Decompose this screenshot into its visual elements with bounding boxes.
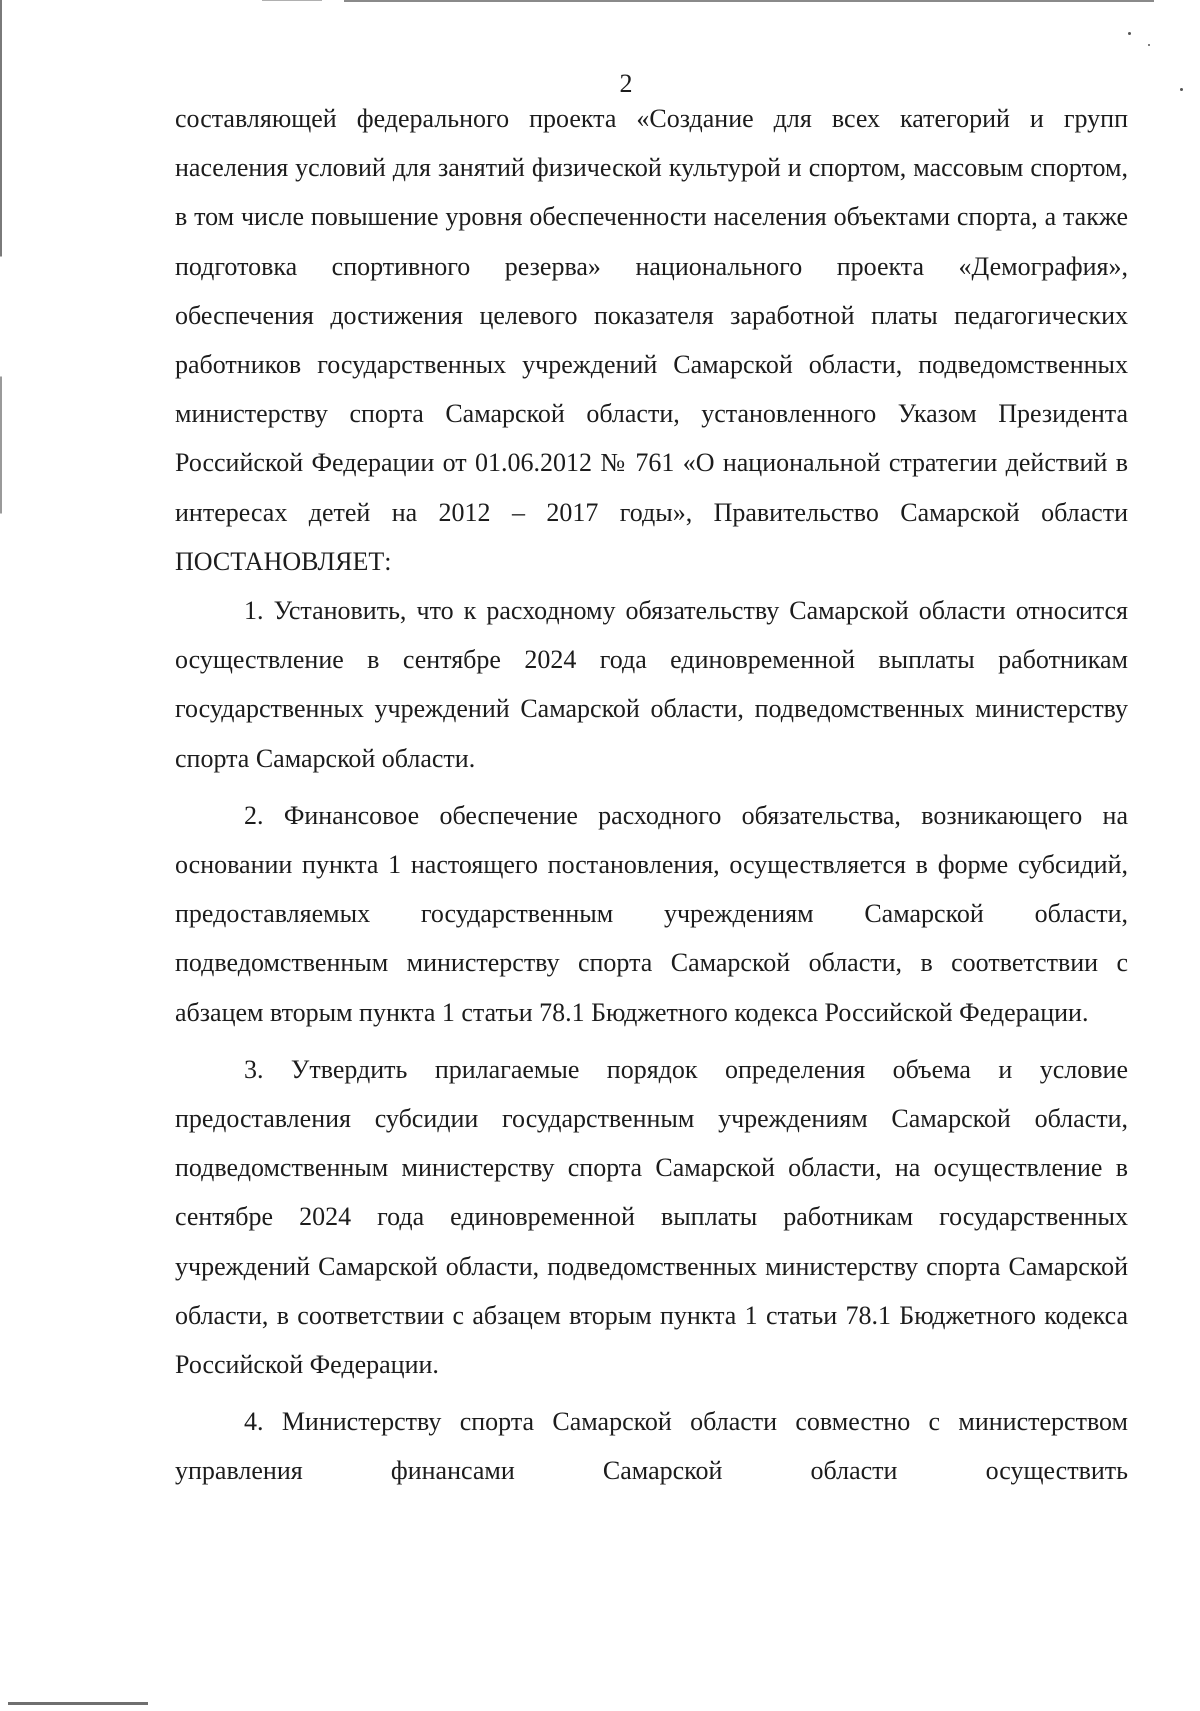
preamble-paragraph: составляющей федерального проекта «Создание для всех категорий и групп населения условий для занятий физической культурой и спортом, массовым спортом, в том числе повышение уровня обеспеченности населения объектами спорта, а также подготовка спортивного резерва» национального проекта «Демография», обеспечения достижения целевого показателя заработной платы педагогических работников государственных учреждений Самарской области, подведомственных министерству спорта Самарской области, установленного Указом Президента Российской Федерации от 01.06.2012 № 761 «О национальной стратегии действий в интересах детей на 2012 – 2017 годы», Правительство Самарской области ПОСТАНОВЛЯЕТ: <box>175 104 1128 576</box>
scan-artifact-bottom-line <box>8 1702 148 1705</box>
scan-speck <box>1128 32 1131 35</box>
scan-artifact-top-dash <box>262 0 322 1</box>
clause-3-paragraph: 3. Утвердить прилагаемые порядок определения объема и условие предоставления субсидии государственным учреждениям Самарской области, подведомственным министерству спорта Самарской области, на осуществление в сентябре 2024 года единовременной выплаты работникам государственных учреждений Самарской области, подведомственных министерству спорта Самарской области, в соответствии с абзацем вторым пункта 1 статьи 78.1 Бюджетного кодекса Российской Федерации. <box>175 1054 1128 1380</box>
scan-speck <box>1148 44 1150 46</box>
clause-4-paragraph: 4. Министерству спорта Самарской области совместно с министерством управления финансами Самарской области осуществить <box>175 1407 1128 1486</box>
document-body <box>175 94 1128 1496</box>
scan-artifact-left-edge <box>0 0 2 1711</box>
clause-1-paragraph: 1. Установить, что к расходному обязательству Самарской области относится осуществление в сентябре 2024 года единовременной выплаты работникам государственных учреждений Самарской области, подведомственных министерству спорта Самарской области. <box>175 596 1128 773</box>
page-number: 2 <box>619 69 633 98</box>
scan-artifact-top-line <box>344 0 1154 2</box>
clause-2-paragraph: 2. Финансовое обеспечение расходного обязательства, возникающего на основании пункта 1 настоящего постановления, осуществляется в форме субсидий, предоставляемых государственным учреждениям Самарской области, подведомственным министерству спорта Самарской области, в соответствии с абзацем вторым пункта 1 статьи 78.1 Бюджетного кодекса Российской Федерации. <box>175 800 1128 1027</box>
